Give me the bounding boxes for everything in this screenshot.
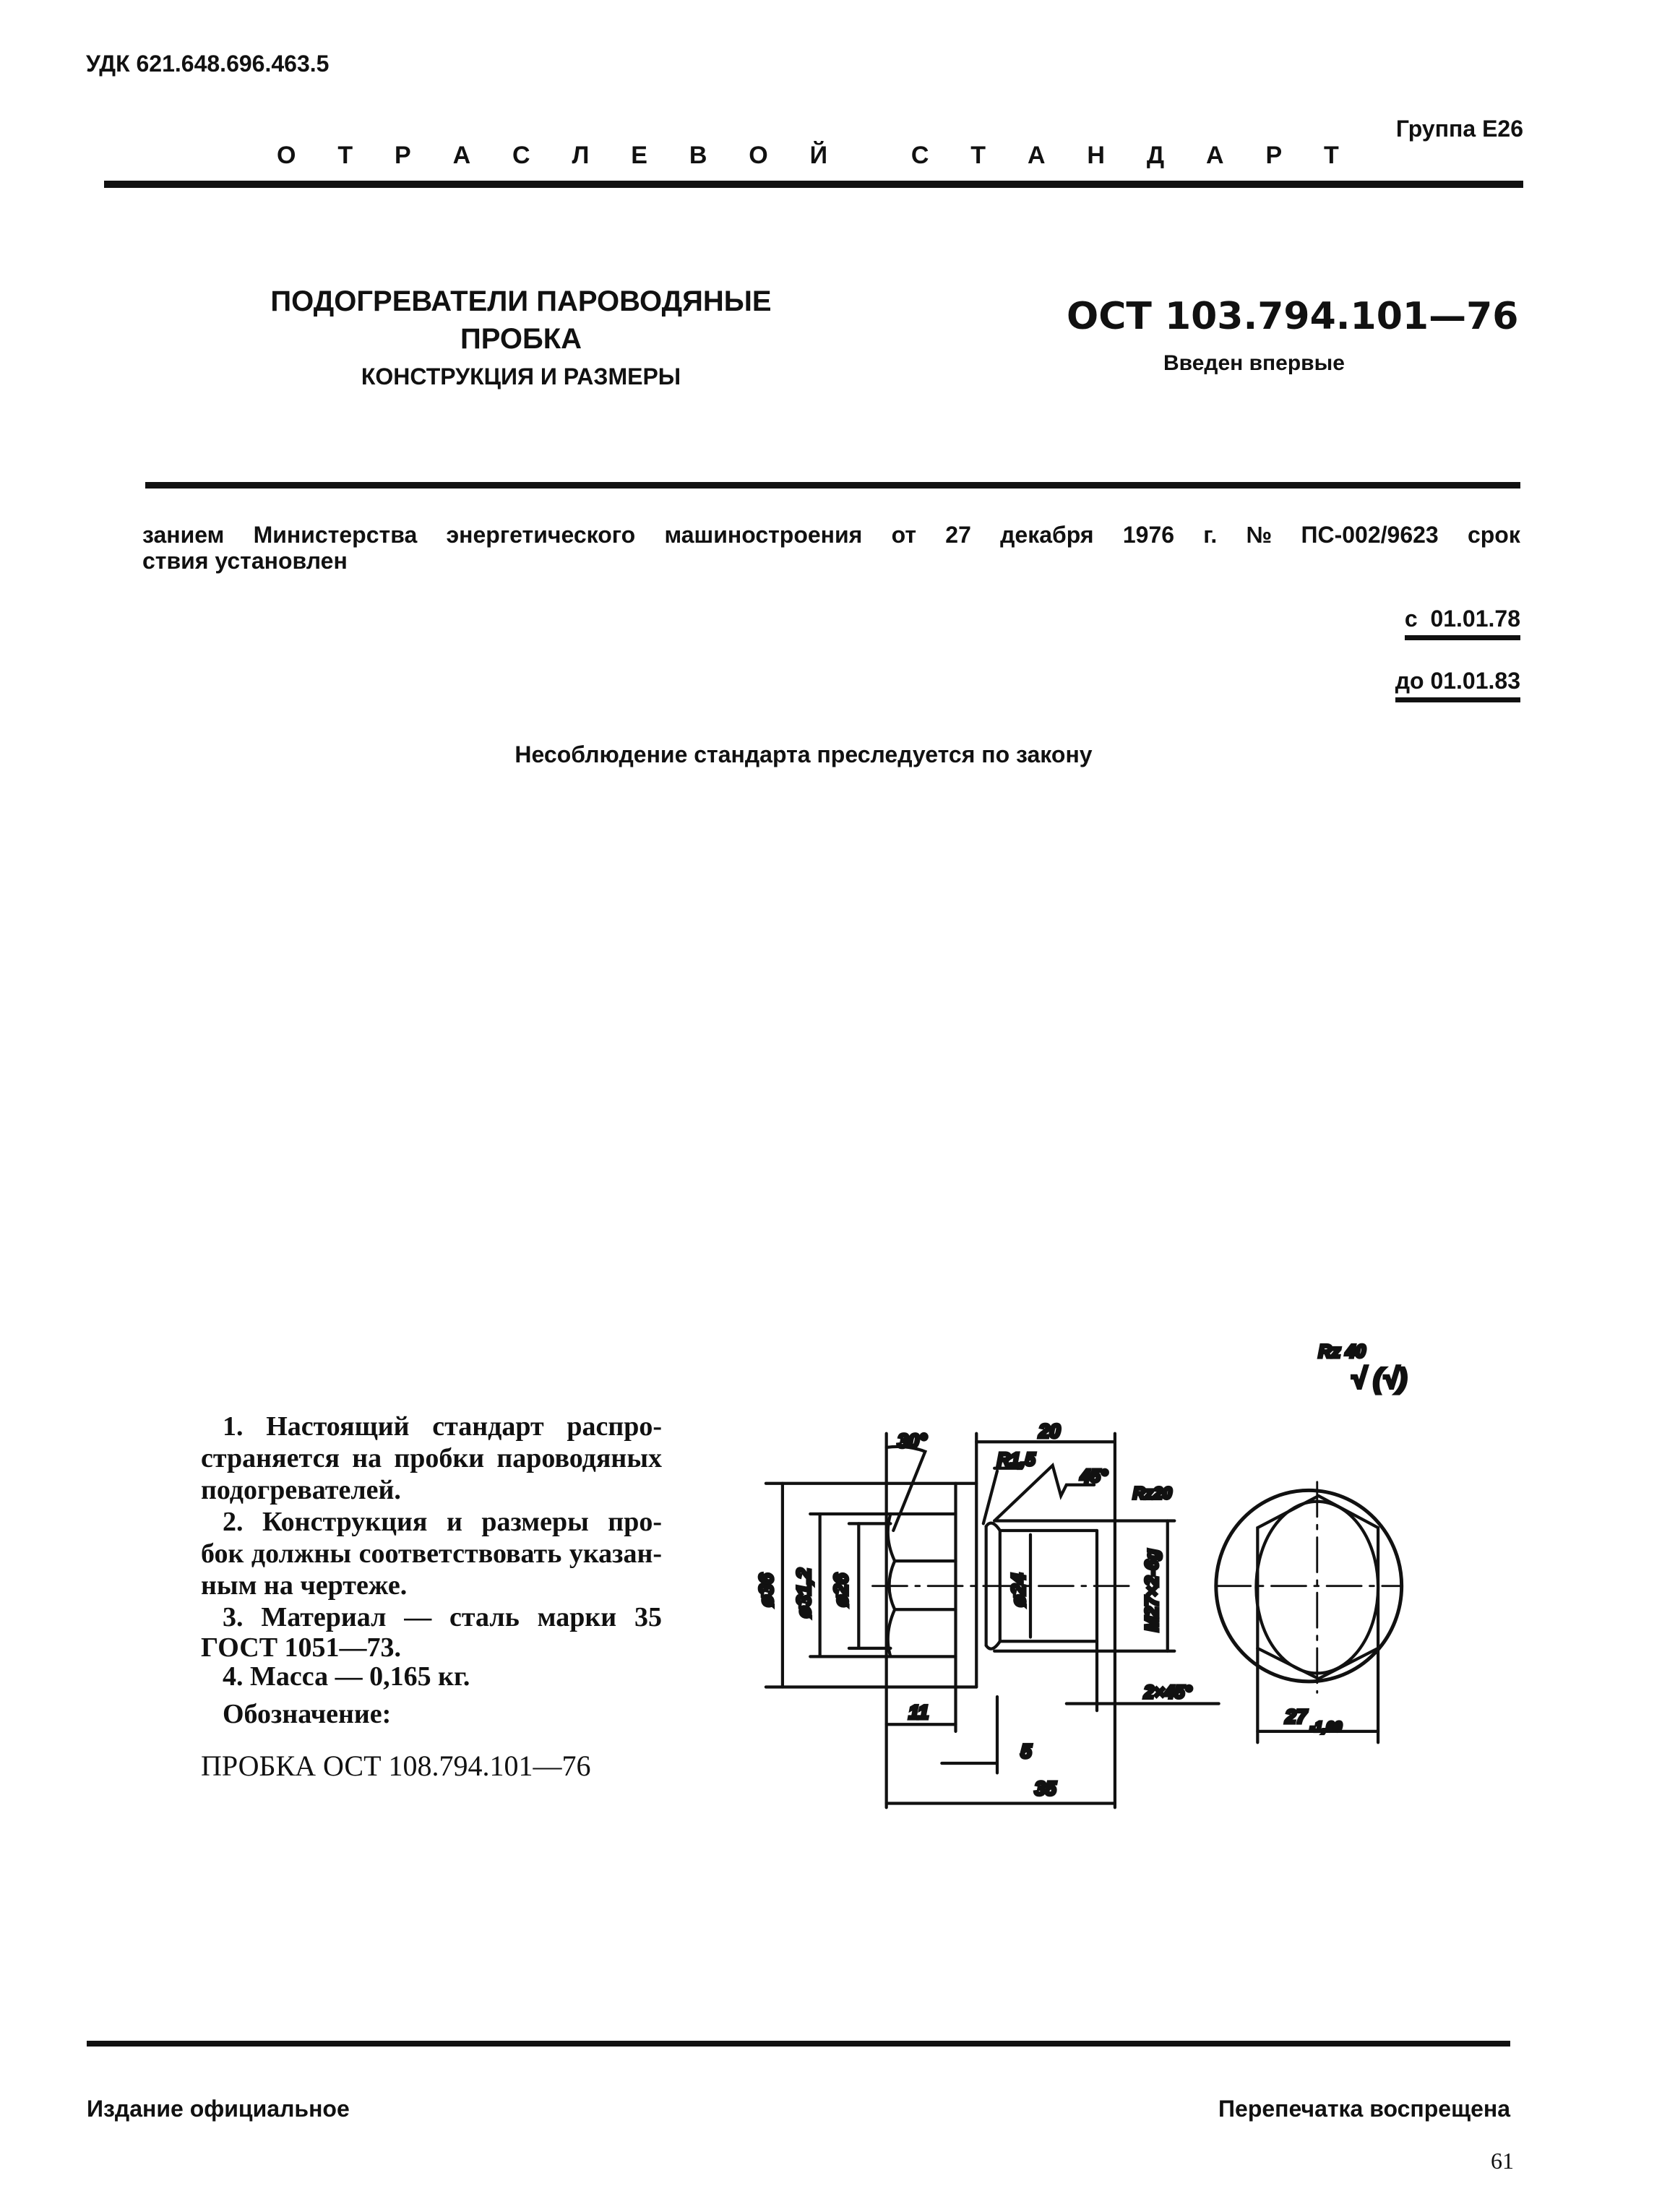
udk-code: УДК 621.648.696.463.5: [86, 51, 330, 77]
dim-5: 5: [1020, 1740, 1032, 1763]
letter: А: [1027, 142, 1046, 169]
word: срок: [1467, 522, 1520, 548]
letter: Т: [337, 142, 353, 169]
dim-2x45: 2×45°: [1144, 1682, 1192, 1703]
penalty-note: Несоблюдение стандарта преследуется по закону: [514, 741, 1093, 767]
letter: Р: [1265, 142, 1283, 169]
designation-label: Обозначение:: [223, 1699, 392, 1729]
letter: С: [512, 142, 530, 169]
word: г.: [1203, 522, 1218, 548]
dim-d24: ø24: [1007, 1573, 1030, 1607]
plug-end-view: [1216, 1482, 1402, 1742]
word: декабря: [1000, 522, 1094, 548]
body-line: ГОСТ 1051—73.: [201, 1632, 402, 1663]
body-line: подогревателей.: [201, 1475, 401, 1505]
body-line: 2. Конструкция и размеры про-: [223, 1507, 662, 1537]
letter: Д: [1146, 142, 1165, 169]
letter: А: [1206, 142, 1224, 169]
dim-35: 35: [1034, 1778, 1056, 1800]
dim-27: 27: [1285, 1705, 1307, 1728]
dim-d31-2: ø31,2: [793, 1568, 815, 1618]
letter: Е: [631, 142, 647, 169]
body-line: бок должны соответствовать указан-: [201, 1538, 662, 1569]
letter: Т: [970, 142, 986, 169]
valid-from-date: с 01.01.78: [1405, 606, 1520, 640]
roughness-symbol: √ (√): [1350, 1363, 1407, 1395]
valid-to-date: до 01.01.83: [1395, 668, 1520, 702]
word: №: [1246, 522, 1273, 548]
dim-r1-5: R1,5: [997, 1449, 1035, 1470]
word: ПС-002/9623: [1301, 522, 1439, 548]
letter: Л: [572, 142, 590, 169]
designation-example: ПРОБКА ОСТ 108.794.101—76: [201, 1750, 591, 1782]
footer-rule: [87, 2041, 1510, 2047]
letter: Й: [809, 142, 828, 169]
roughness-label: Rz 40: [1318, 1341, 1366, 1362]
letter: Р: [395, 142, 411, 169]
approval-line-2: ствия установлен: [142, 548, 348, 574]
dim-rz20: Rz20: [1132, 1483, 1172, 1502]
page-number: 61: [1491, 2148, 1514, 2174]
word: Министерства: [253, 522, 418, 548]
group-code: Группа Е26: [1395, 116, 1523, 142]
title-line-3: КОНСТРУКЦИЯ И РАЗМЕРЫ: [361, 363, 681, 390]
dim-d26: ø26: [830, 1573, 852, 1607]
dim-d36: ø36: [755, 1573, 778, 1607]
body-line: страняется на пробки пароводяных: [201, 1443, 662, 1473]
letter: Н: [1087, 142, 1105, 169]
body-line: 3. Материал — сталь марки 35: [223, 1602, 662, 1632]
dim-27-tolerance: -1,00: [1310, 1719, 1342, 1735]
introduced-note: Введен впервые: [1163, 351, 1345, 375]
letter: С: [910, 142, 929, 169]
letter: О: [749, 142, 768, 169]
letter: О: [277, 142, 296, 169]
word: машиностроения: [664, 522, 863, 548]
body-line: 1. Настоящий стандарт распро-: [223, 1411, 662, 1442]
letter: Т: [1324, 142, 1339, 169]
standard-designation: ОСТ 103.794.101—76: [1067, 295, 1519, 338]
dim-11: 11: [908, 1701, 929, 1723]
word: энергетического: [446, 522, 636, 548]
dim-20: 20: [1038, 1420, 1061, 1442]
letter: А: [452, 142, 471, 169]
dim-thread: M27×2-6g: [1142, 1549, 1163, 1632]
dim-45deg: 45°: [1080, 1466, 1108, 1486]
word: занием: [142, 522, 225, 548]
word: 27: [945, 522, 971, 548]
word: 1976: [1122, 522, 1175, 548]
body-line: ным на чертеже.: [201, 1570, 408, 1601]
dim-30deg: 30°: [897, 1429, 927, 1452]
reprint-prohibited: Перепечатка воспрещена: [1218, 2096, 1510, 2122]
body-line: 4. Масса — 0,165 кг.: [223, 1661, 470, 1692]
title-line-2: ПРОБКА: [460, 323, 582, 355]
letter: В: [689, 142, 707, 169]
word: от: [891, 522, 917, 548]
official-edition: Издание официальное: [87, 2096, 350, 2122]
title-line-1: ПОДОГРЕВАТЕЛИ ПАРОВОДЯНЫЕ: [270, 285, 772, 317]
